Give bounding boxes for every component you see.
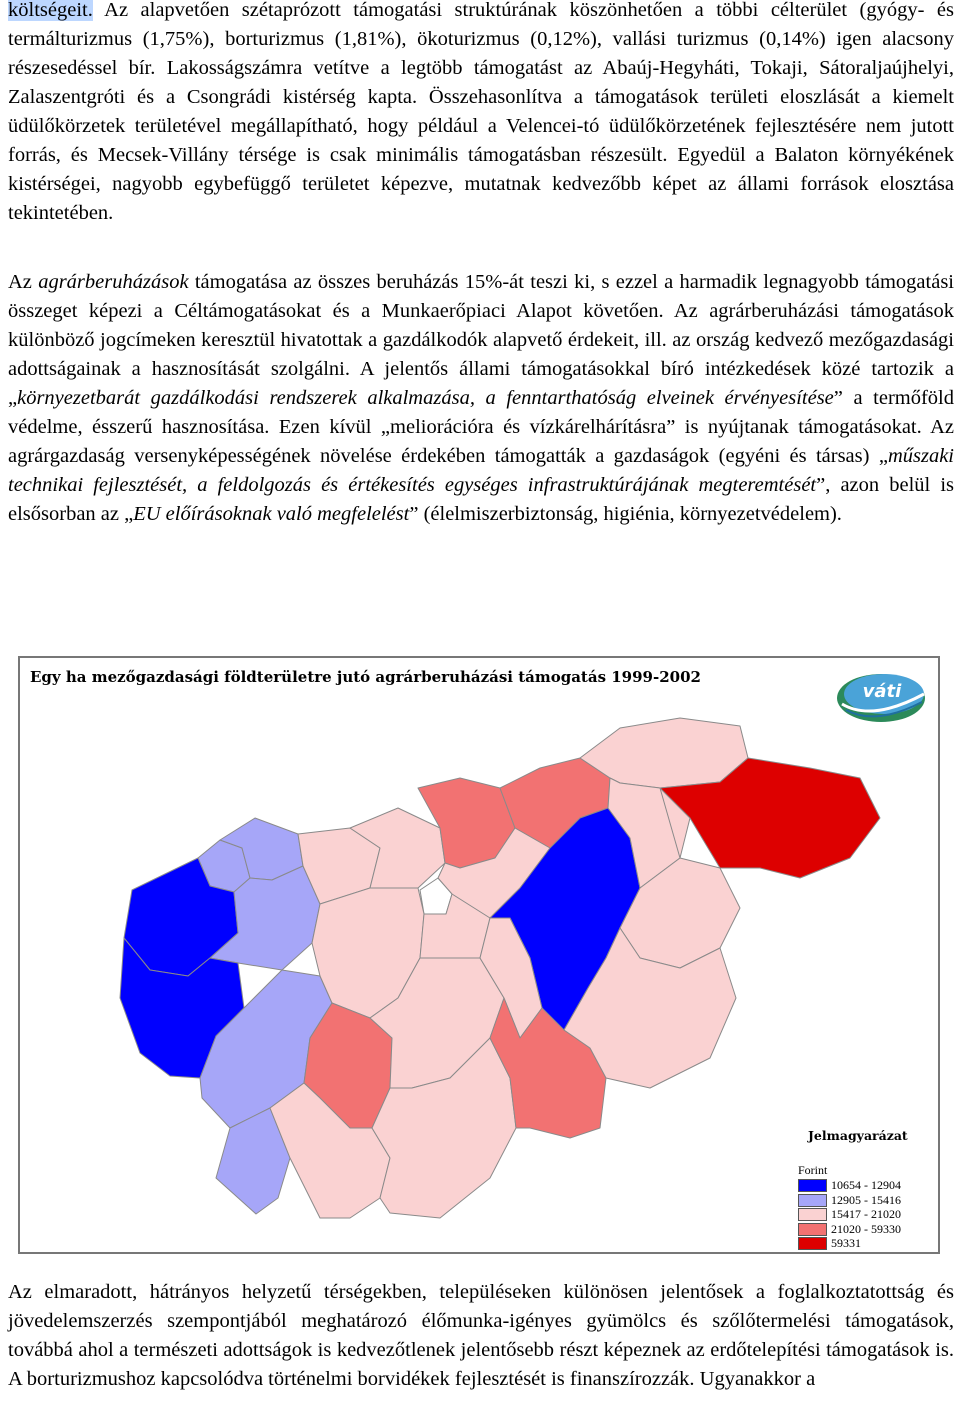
legend-row (798, 1208, 948, 1222)
legend-swatch (798, 1223, 827, 1236)
map-title: Egy ha mezőgazdasági földterületre jutó agrárberuházási támogatás 1999-2002 (30, 668, 701, 686)
legend-unit: Forint (798, 1163, 828, 1177)
legend-label: 21020 - 59330 (831, 1221, 901, 1236)
legend-label: 15417 - 21020 (831, 1207, 901, 1221)
legend-swatch (798, 1194, 827, 1207)
map-figure (18, 656, 940, 1254)
legend-row (798, 1179, 948, 1193)
paragraph-3 (8, 1278, 954, 1394)
paragraph-2-italic-4: EU előírásoknak való megfelelést (133, 503, 410, 525)
legend-label: 12905 - 15416 (831, 1192, 901, 1207)
legend-title: Jelmagyarázat (808, 1128, 908, 1143)
legend-swatch (798, 1237, 827, 1250)
paragraph-2-italic-1: agrárberuházások (38, 271, 189, 293)
legend-label: 10654 - 12904 (831, 1178, 901, 1192)
paragraph-2-text-1: Az (8, 271, 39, 293)
legend-swatch (798, 1208, 827, 1221)
paragraph-2-text-4: ”, azon belül is elsősorban az „ (8, 474, 954, 525)
paragraph-2-italic-2: környezetbarát gazdálkodási rendszerek alkalmazása, a fenntarthatóság elveinek érvényesítése (17, 387, 834, 409)
paragraph-2-italic-3: műszaki technikai fejlesztését, a feldolgozás és értékesítés egységes infrastruktúrájának megteremtését (8, 445, 954, 496)
legend-row (798, 1223, 948, 1237)
paragraph-2-text-3: ” a termőföld védelme, ésszerű hasznosítása. Ezen kívül „meliorációra és vízkárelhárításra” is nyújtanak támogatásokat. Az agrárgazdaság versenyképességének növelése érdekében támogatták a gazdaságok (egyéni és társas) „ (8, 387, 954, 467)
paragraph-1-text: Az alapvetően szétaprózott támogatási struktúrának köszönhetően a többi célterület (gyógy- és termálturizmus (1,75%), borturizmus (1,81%), ökoturizmus (0,12%), vallási turizmus (0,14%) igen alacsony részesedéssel bír. Lakosságszámra vetítve a legtöbb támogatást az Abaúj-Hegyháti, Tokaji, Sátoraljaújhelyi, Zalaszentgróti és a Csongrádi kistérség kapta. Összehasonlítva a támogatások területi eloszlását a kiemelt üdülőkörzetek területével megállapítható, hogy például a Velencei-tó üdülőkörzetének fejlesztésére nem jutott forrás, és Mecsek-Villány térsége is csak minimális támogatásban részesült. Egyedül a Balaton környékének kistérségei, nagyobb egybefüggő területet képezve, mutatnak kedvezőbb képet az állami források elosztása tekintetében. (8, 0, 954, 224)
paragraph-3-text: Az elmaradott, hátrányos helyzetű térségekben, településeken különösen jelentősek a foglalkoztatottság és jövedelemszerzés szempontjából meghatározó élőmunka-igényes gyümölcs és szőlőtermelési támogatások, továbbá ahol a természeti adottságok is kedvezőtlenek jelentősebb részt képeznek az erdőtelepítési támogatások is. A borturizmushoz kapcsolódva történelmi borvidékek fejlesztését is finanszírozzák. Ugyanakkor a (8, 1281, 954, 1390)
paragraph-2-text-5: ” (élelmiszerbiztonság, higiénia, környezetvédelem). (409, 503, 842, 525)
legend-row (798, 1194, 948, 1208)
paragraph-2-text-2: támogatása az összes beruházás 15%-át teszi ki, s ezzel a harmadik legnagyobb támogatási összeget képezi a Céltámogatásokat és a Munkaerőpiaci Alapot követően. Az agrárberuházási támogatások különböző jogcímeken keresztül hivatottak a gazdálkodók alapvető érdekeit, ill. az ország kedvező mezőgazdasági adottságainak a hasznosítását szolgálni. A jelentős állami támogatásokkal bíró intézkedések közé tartozik a „ (8, 271, 954, 409)
legend-swatch (798, 1179, 827, 1192)
paragraph-1 (8, 0, 954, 228)
paragraph-2 (8, 268, 954, 529)
highlighted-word: költségeit. (8, 0, 93, 21)
legend-row (798, 1237, 948, 1251)
logo-text: váti (862, 681, 902, 702)
legend-label: 59331 (831, 1236, 861, 1250)
